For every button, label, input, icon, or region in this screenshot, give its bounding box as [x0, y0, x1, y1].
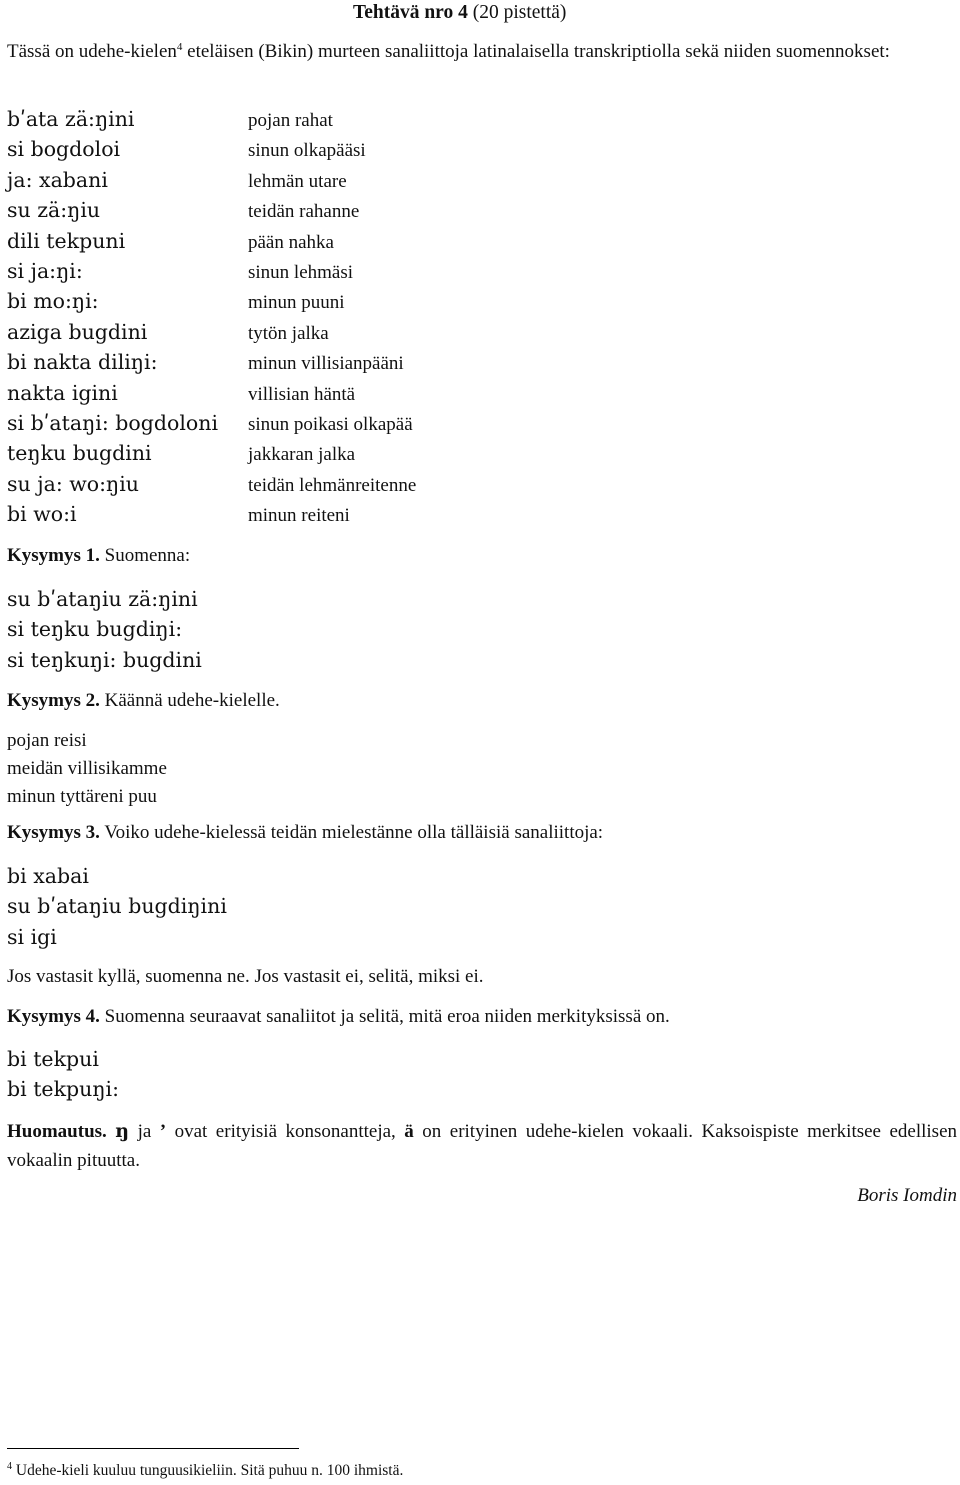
finnish-translation: jakkaran jalka [248, 444, 356, 466]
udehe-phrase: bʹata zä:ŋini [7, 107, 135, 131]
finnish-translation: teidän lehmänreitenne [248, 474, 417, 496]
question-3-item: bi xabai [7, 864, 89, 888]
question-1-text: Suomenna: [99, 545, 191, 566]
finnish-translation: lehmän utare [248, 170, 347, 192]
note-paragraph [7, 1117, 957, 1175]
note-symbol-a-umlaut: ä [404, 1121, 414, 1142]
question-3-item: si igi [7, 924, 57, 949]
question-2-heading [7, 690, 280, 712]
question-1-item: su bʹataŋiu zä:ŋini [7, 587, 198, 611]
question-1-label: Kysymys 1. [7, 545, 100, 566]
finnish-translation: minun villisianpääni [248, 353, 404, 375]
question-1-heading [7, 545, 190, 567]
question-3-items [7, 861, 227, 952]
question-1-item: si teŋkuŋi: bugdini [7, 647, 202, 672]
udehe-phrase: dili tekpuni [7, 228, 126, 253]
footnote-divider [7, 1448, 299, 1449]
udehe-phrase: si ja:ŋi: [7, 258, 83, 283]
note-symbol-apostrophe: ’ [159, 1121, 167, 1142]
udehe-phrase: ja: xabani [7, 167, 108, 192]
question-2-label: Kysymys 2. [7, 690, 100, 711]
finnish-translation: sinun olkapääsi [248, 140, 366, 162]
udehe-phrase: nakta igini [7, 380, 118, 405]
udehe-phrase: su zä:ŋiu [7, 198, 101, 223]
author-signature: Boris Iomdin [857, 1185, 957, 1206]
question-2-items [7, 727, 167, 811]
question-4-item: bi tekpuŋi: [7, 1077, 119, 1102]
udehe-phrase: bi wo:i [7, 502, 77, 527]
udehe-phrase: si bogdoloi [7, 137, 121, 162]
footnote-number: 4 [7, 1461, 12, 1472]
finnish-translation: pojan rahat [248, 110, 333, 131]
task-title-number: Tehtävä nro 4 [353, 2, 468, 23]
question-2-item: meidän villisikamme [7, 758, 167, 779]
footnote-text: Udehe-kieli kuuluu tunguusikieliin. Sitä puhuu n. 100 ihmistä. [12, 1462, 404, 1479]
question-4-text: Suomenna seuraavat sanaliitot ja selitä, mitä eroa niiden merkityksissä on. [99, 1006, 670, 1027]
udehe-phrase: aziga bugdini [7, 319, 148, 344]
question-4-heading [7, 1006, 670, 1028]
task-title-points: (20 pistettä) [472, 2, 567, 23]
finnish-translation: pään nahka [248, 231, 334, 253]
intro-paragraph [7, 38, 957, 66]
finnish-translation: minun puuni [248, 292, 345, 314]
question-3-followup: Jos vastasit kyllä, suomenna ne. Jos vastasit ei, selitä, miksi ei. [7, 966, 484, 987]
udehe-phrase: bi mo:ŋi: [7, 289, 99, 314]
footnote-marker: 4 [176, 41, 183, 53]
note-text: on erityinen udehe-kielen vokaali. Kaksoispiste merkitsee edellisen vokaalin pituutta. [7, 1121, 958, 1171]
question-3-text: Voiko udehe-kielessä teidän mielestänne olla tälläisiä sanaliittoja: [99, 822, 604, 843]
note-symbol-eng: ŋ [115, 1120, 130, 1142]
note-text: ovat erityisiä konsonantteja, [166, 1121, 405, 1142]
question-4-item: bi tekpui [7, 1047, 99, 1071]
question-3-heading [7, 822, 603, 844]
question-1-items [7, 584, 202, 675]
question-3-item: su bʹataŋiu bugdiŋini [7, 894, 227, 919]
udehe-phrase: teŋku bugdini [7, 441, 152, 466]
question-2-item: pojan reisi [7, 730, 87, 751]
finnish-translation: minun reiteni [248, 505, 350, 527]
question-4-label: Kysymys 4. [7, 1006, 100, 1027]
question-1-item: si teŋku bugdiŋi: [7, 617, 183, 642]
finnish-translation: teidän rahanne [248, 201, 360, 223]
question-2-item: minun tyttäreni puu [7, 786, 157, 807]
question-4-items [7, 1044, 119, 1105]
task-title [353, 2, 566, 24]
udehe-phrase: si bʹataŋi: bogdoloni [7, 410, 218, 435]
finnish-translation: sinun lehmäsi [248, 261, 354, 283]
udehe-phrase: bi nakta diliŋi: [7, 350, 158, 375]
note-text: ja [129, 1121, 160, 1142]
intro-text-end: eteläisen (Bikin) murteen sanaliittoja latinalaisella transkriptiolla sekä niiden suomennokset: [182, 41, 890, 62]
udehe-phrase: su ja: wo:ŋiu [7, 471, 139, 496]
finnish-translation: sinun poikasi olkapää [248, 413, 413, 435]
footnote [7, 1462, 403, 1480]
question-3-label: Kysymys 3. [7, 822, 100, 843]
finnish-translation: tytön jalka [248, 322, 329, 344]
intro-text-start: Tässä on udehe-kielen [7, 41, 177, 62]
question-2-text: Käännä udehe-kielelle. [99, 690, 280, 711]
finnish-translation: villisian häntä [248, 383, 356, 405]
note-label: Huomautus. [7, 1121, 107, 1142]
